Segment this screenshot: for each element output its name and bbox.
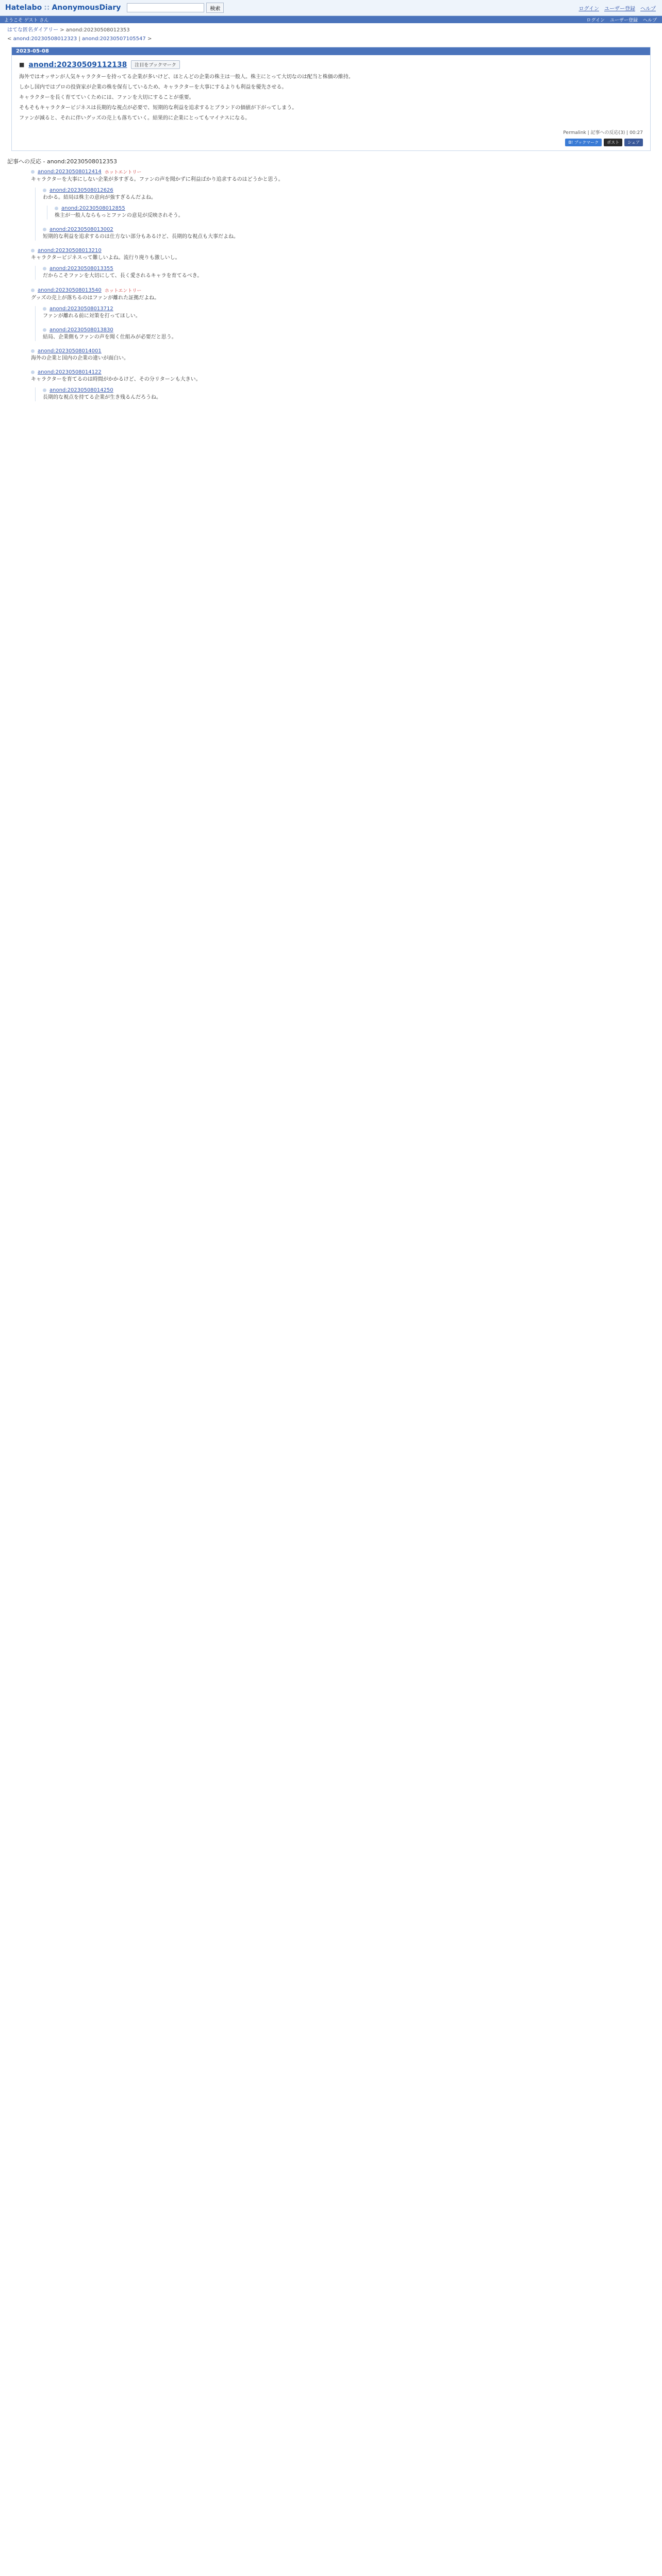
reply-node (43, 227, 655, 241)
reply-head (31, 369, 655, 375)
reply-body: グッズの売上が落ちるのはファンが離れた証拠だよね。 (31, 295, 160, 301)
reply-head (31, 168, 655, 175)
bullet-dot-icon (43, 189, 46, 192)
search-input[interactable] (127, 3, 204, 12)
reply-node (55, 206, 655, 219)
reply-body: 株主が一般人ならもっとファンの意見が反映されそう。 (55, 213, 184, 218)
breadcrumb (0, 23, 662, 35)
article-title[interactable]: anond:20230509112138 (28, 60, 127, 69)
reply-node (43, 266, 655, 280)
reply-body: だからこそファンを大切にして、長く愛されるキャラを育てるべき。 (43, 273, 203, 279)
article-date: 2023-05-08 (12, 47, 650, 55)
share-hatena-button[interactable]: B! ブックマーク (565, 139, 602, 146)
reply-link[interactable]: anond:20230508013355 (49, 266, 113, 272)
share-row (12, 138, 650, 150)
reply-body: 長期的な視点を持てる企業が生き残るんだろうね。 (43, 395, 161, 400)
reply-body: ファンが離れる前に対策を打ってほしい。 (43, 313, 141, 319)
square-bullet-icon: ■ (19, 61, 25, 68)
reply-children (35, 306, 655, 341)
pager-prev-link[interactable]: anond:20230508012323 (13, 36, 77, 42)
reply-link[interactable]: anond:20230508012855 (61, 206, 125, 211)
pager-prev-arrow: < (7, 36, 12, 42)
article-paragraph: ファンが減ると、それに伴いグッズの売上も落ちていく。結果的に企業にとってもマイナスになる。 (19, 115, 251, 121)
breadcrumb-current: anond:20230508012353 (65, 27, 130, 33)
article-head (12, 55, 650, 71)
reply-node (31, 287, 655, 341)
reply-link[interactable]: anond:20230508012414 (38, 169, 102, 175)
reply-node (43, 327, 655, 341)
pager-separator: | (78, 36, 80, 42)
bullet-dot-icon (43, 267, 46, 270)
article-paragraph: キャラクターを長く育てていくためには、ファンを大切にすることが重要。 (19, 95, 194, 100)
bullet-dot-icon (43, 228, 46, 231)
reply-children (35, 387, 655, 401)
reply-head (43, 188, 655, 193)
reply-head (31, 287, 655, 294)
user-bar-register[interactable]: ユーザー登録 (609, 18, 638, 23)
reply-head (31, 348, 655, 354)
reply-node (43, 188, 655, 219)
bullet-dot-icon (43, 388, 46, 392)
user-bar-login[interactable]: ログイン (586, 18, 605, 23)
reply-head (43, 387, 655, 393)
bullet-dot-icon (31, 249, 35, 252)
article-paragraph: 海外ではオッサンが人気キャラクターを持ってる企業が多いけど、ほとんどの企業の株主は一般人。株主にとって大切なのは配当と株価の維持。 (19, 74, 354, 80)
share-facebook-button[interactable]: シェア (624, 139, 643, 146)
bullet-dot-icon (43, 328, 46, 332)
user-bar (0, 16, 662, 23)
reply-link[interactable]: anond:20230508014250 (49, 387, 113, 393)
search-button[interactable]: 検索 (206, 3, 224, 13)
reply-body: 短期的な利益を追求するのは仕方ない部分もあるけど、長期的な視点も大事だよね。 (43, 234, 239, 240)
user-bar-links (586, 16, 657, 23)
reply-link[interactable]: anond:20230508013830 (49, 327, 113, 333)
bullet-dot-icon (31, 289, 35, 292)
bookmark-label: 注目をブックマーク (135, 63, 176, 68)
reply-node (31, 168, 655, 241)
reply-children (35, 188, 655, 241)
reply-link[interactable]: anond:20230508013210 (38, 248, 102, 253)
top-link-help[interactable]: ヘルプ (640, 6, 656, 12)
reply-head (43, 327, 655, 333)
reply-link[interactable]: anond:20230508013712 (49, 306, 113, 312)
bullet-dot-icon (55, 207, 58, 210)
reply-node (31, 248, 655, 280)
reply-node (43, 387, 655, 401)
reply-body: キャラクターを大事にしない企業が多すぎる。ファンの声を聞かずに利益ばかり追求するのはどうかと思う。 (31, 177, 284, 182)
bookmark-button[interactable] (131, 60, 179, 69)
bullet-dot-icon (43, 307, 46, 311)
reply-body: 海外の企業と国内の企業の違いが面白い。 (31, 355, 129, 361)
site-name: AnonymousDiary (52, 4, 121, 12)
reply-link[interactable]: anond:20230508014122 (38, 369, 102, 375)
breadcrumb-separator: > (60, 27, 64, 33)
pager-next-arrow: > (147, 36, 152, 42)
reply-node (43, 306, 655, 320)
top-right-links (579, 4, 656, 12)
reply-head (31, 248, 655, 253)
references-heading: 記事への反応 - anond:20230508012353 (7, 158, 118, 165)
reply-body: 結局、企業側もファンの声を聞く仕組みが必要だと思う。 (43, 334, 177, 340)
article-paragraph: しかし国内ではプロの投資家が企業の株を保有しているため、キャラクターを大事にするよりも利益を優先させる。 (19, 84, 287, 90)
reply-body: キャラクタービジネスって難しいよね。流行り廃りも激しいし。 (31, 255, 180, 261)
top-link-login[interactable]: ログイン (578, 6, 599, 12)
reply-link[interactable]: anond:20230508013002 (49, 227, 113, 232)
article-paragraph: そもそもキャラクタービジネスは長期的な視点が必要で、短期的な利益を追求するとブランドの価値が下がってしまう。 (19, 105, 297, 111)
brand-name: Hatelabo (5, 4, 42, 12)
reply-children (35, 266, 655, 280)
bullet-dot-icon (31, 349, 35, 353)
breadcrumb-home[interactable]: はてな匿名ダイアリー (7, 27, 59, 33)
reply-head (55, 206, 655, 211)
reply-node (31, 348, 655, 362)
reply-link[interactable]: anond:20230508013540 (38, 287, 102, 293)
reply-children (47, 206, 655, 219)
reply-head (43, 266, 655, 272)
reply-body: キャラクターを育てるのは時間がかかるけど、その分リターンも大きい。 (31, 377, 201, 382)
top-link-register[interactable]: ユーザー登録 (604, 6, 635, 12)
bullet-dot-icon (31, 370, 35, 374)
article-body (12, 71, 650, 129)
reply-head (43, 227, 655, 232)
top-header (0, 0, 662, 16)
bullet-dot-icon (31, 170, 35, 174)
brand-separator: :: (44, 4, 50, 12)
reply-body: わかる。結局は株主の意向が強すぎるんだよね。 (43, 195, 156, 200)
article-meta[interactable]: Permalink | 記事への反応(3) | 00:27 (563, 130, 643, 135)
welcome-text: ようこそ ゲスト さん (4, 18, 49, 23)
site-brand[interactable] (5, 4, 121, 12)
reply-tag: ホットエントリー (104, 170, 142, 175)
reply-link[interactable]: anond:20230508012626 (49, 188, 113, 193)
share-x-button[interactable]: ポスト (604, 139, 622, 146)
reply-head (43, 306, 655, 312)
reply-link[interactable]: anond:20230508014001 (38, 348, 102, 354)
reply-tag: ホットエントリー (104, 289, 142, 294)
pager-next-link[interactable]: anond:20230507105547 (82, 36, 146, 42)
reply-node (31, 369, 655, 401)
reply-tree (0, 168, 662, 401)
pager (0, 35, 662, 45)
user-bar-help[interactable]: ヘルプ (642, 18, 657, 23)
article (11, 47, 651, 151)
